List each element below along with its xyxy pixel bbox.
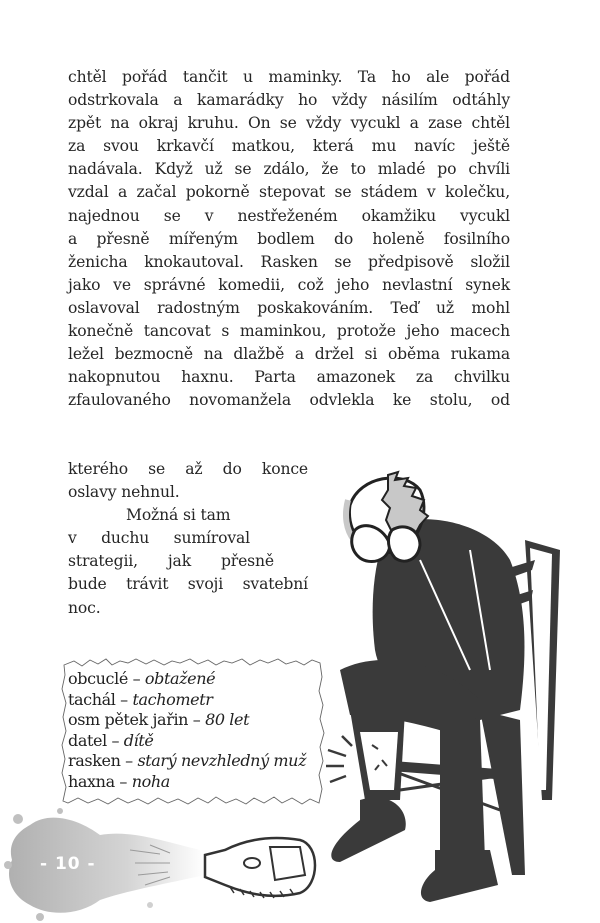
bottle-icon [205, 838, 315, 898]
text-line: zpět na okraj kruhu. On se vždy vycukl a zase chtěl [68, 114, 510, 133]
text-line: vzdal a začal pokorně stepovat se stádem v kolečku, [68, 183, 510, 202]
glossary-entry [68, 669, 306, 690]
text-line: ženicha knokautoval. Rasken se předpisově složil [68, 252, 510, 271]
glossary-entry [68, 731, 306, 752]
glossary-meaning: starý nevzhledný muž [137, 751, 307, 770]
text-line: a přesně mířeným bodlem do holeně fosilního [68, 229, 510, 248]
glossary-meaning: tachometr [132, 689, 213, 709]
main-paragraph [68, 66, 510, 412]
glossary-list [68, 669, 306, 792]
text-line: za svou krkavčí matkou, která mu navíc ještě [68, 137, 510, 156]
text-line: jako ve správné komedii, což jeho nevlastní synek [68, 275, 510, 294]
text-line: kterého se až do konce [68, 460, 308, 478]
text-line: nadávala. Když už se zdálo, že to mladé po chvíli [68, 160, 510, 179]
glossary-meaning: dítě [123, 730, 154, 750]
wrapped-paragraph [68, 458, 308, 620]
paint-splash [4, 808, 205, 921]
illustration-sitting-man [320, 470, 590, 910]
text-line: strategii, jak přesně [68, 552, 274, 571]
glossary-meaning: obtažené [144, 669, 216, 688]
text-line: chtěl pořád tančit u maminky. Ta ho ale pořád [68, 68, 510, 86]
glossary-term: tachál [68, 689, 116, 709]
glossary-term: datel [68, 730, 107, 750]
text-line: najednou se v nestřeženém okamžiku vycukl [68, 206, 510, 225]
text-line: zfaulovaného novomanžela odvlekla ke stolu, od [68, 391, 510, 410]
text-line: v duchu sumíroval [68, 529, 250, 548]
text-line: Možná si tam [126, 506, 231, 525]
glossary-term: haxna [68, 771, 115, 791]
glossary-meaning: 80 let [205, 710, 250, 729]
glossary-term: osm pětek jařin [68, 710, 189, 729]
glossary-term: obcuclé [68, 669, 128, 688]
glossary-entry [68, 690, 306, 711]
text-line: ležel bezmocně na dlažbě a držel si oběma rukama [68, 345, 510, 364]
text-line: konečně tancovat s maminkou, protože jeho macech [68, 322, 510, 341]
glossary-meaning: noha [131, 771, 170, 791]
separator: – [188, 710, 206, 729]
text-line: oslavoval radostným poskakováním. Teď už mohl [68, 298, 510, 317]
text-line: oslavy nehnul. [68, 483, 180, 502]
glossary-entry [68, 772, 306, 793]
separator: – [127, 669, 145, 688]
glossary-term: rasken [68, 751, 121, 770]
glossary-box [60, 657, 325, 807]
separator: – [114, 771, 132, 791]
text-line: nakopnutou haxnu. Parta amazonek za chvilku [68, 368, 510, 387]
page-number: - 10 - [40, 854, 96, 874]
man-figure [326, 472, 524, 902]
separator: – [120, 751, 138, 770]
text-line: odstrkovala a kamarádky ho vždy násilím odtáhly [68, 91, 510, 110]
text-line: bude trávit svoji svatební [68, 575, 308, 594]
glossary-entry [68, 751, 306, 772]
separator: – [115, 689, 133, 709]
text-line: noc. [68, 598, 101, 617]
glossary-entry [68, 710, 306, 731]
separator: – [106, 730, 124, 750]
